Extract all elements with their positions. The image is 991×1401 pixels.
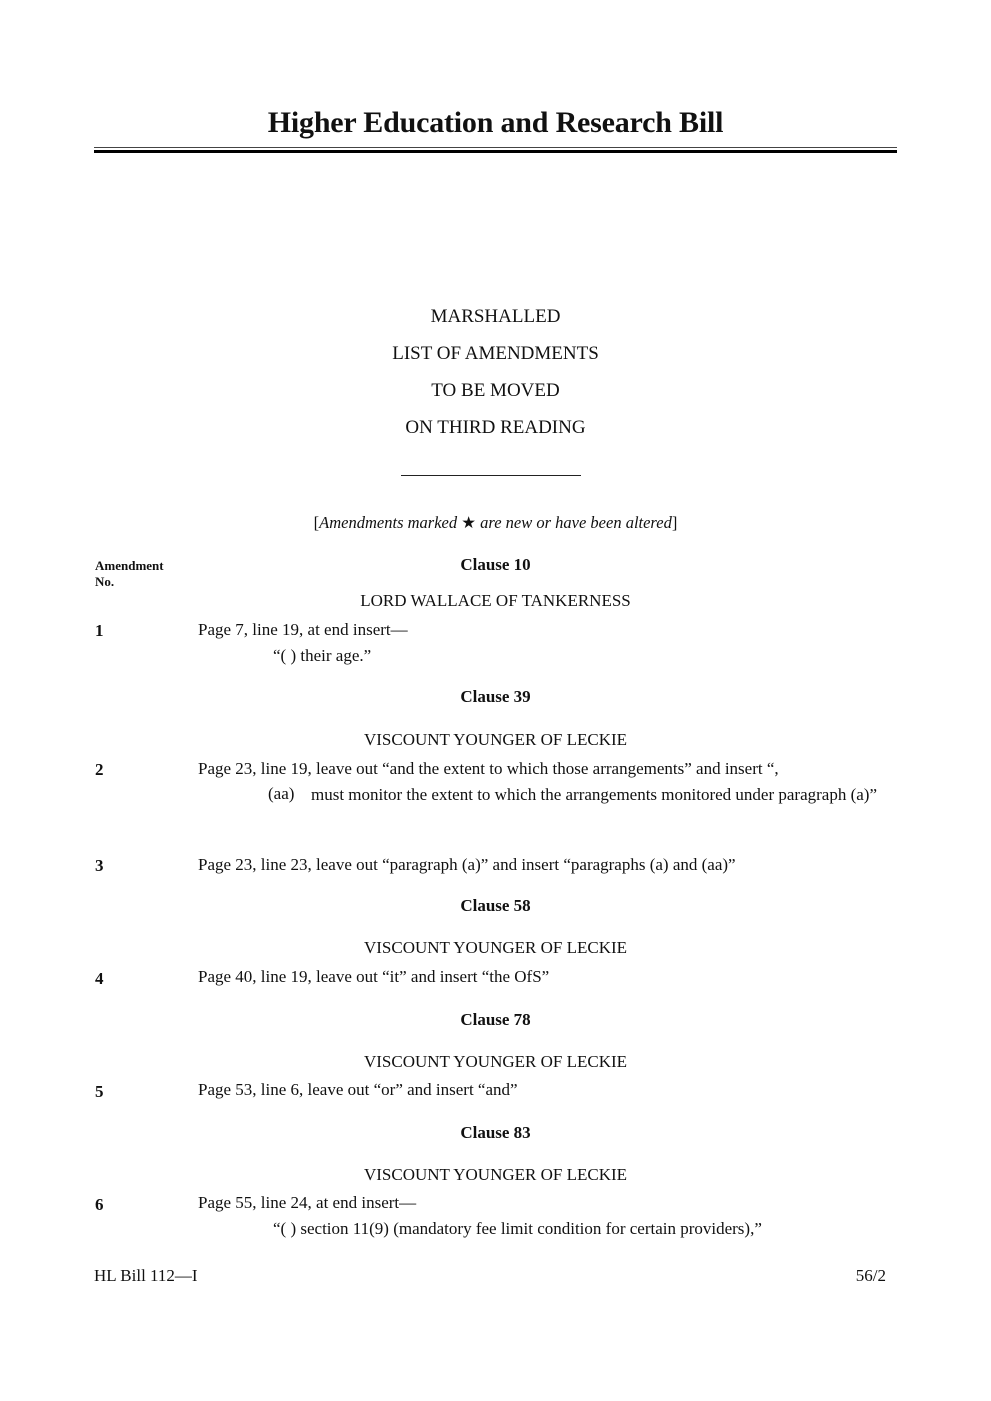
note-bracket-open: [ xyxy=(313,513,320,532)
mover-name: VISCOUNT YOUNGER OF LECKIE xyxy=(363,730,628,749)
heading-third-reading: ON THIRD READING xyxy=(405,417,586,438)
amendment-number: 6 xyxy=(95,1195,104,1214)
amendment-number: 2 xyxy=(95,760,104,779)
amendment-text: Page 23, line 23, leave out “paragraph (a)” and insert “paragraphs (a) and (aa)” xyxy=(198,855,736,874)
title-rule-thin xyxy=(94,147,897,148)
amendment-number: 4 xyxy=(95,969,104,988)
column-header-line2: No. xyxy=(95,574,115,589)
clause-heading: Clause 58 xyxy=(460,896,531,915)
amendments-note xyxy=(94,513,897,533)
amendment-text: Page 53, line 6, leave out “or” and insert “and” xyxy=(198,1080,518,1099)
paragraph-label: (aa) xyxy=(268,784,295,803)
amendment-number: 1 xyxy=(95,621,104,640)
title-rule-thick xyxy=(94,150,897,153)
document-title: Higher Education and Research Bill xyxy=(267,106,724,139)
heading-list-of-amendments: LIST OF AMENDMENTS xyxy=(392,343,599,364)
mover-name: LORD WALLACE OF TANKERNESS xyxy=(360,591,631,610)
clause-heading: Clause 83 xyxy=(460,1123,531,1142)
note-text-after: are new or have been altered xyxy=(476,513,672,532)
heading-divider xyxy=(401,475,581,476)
page-reference: 56/2 xyxy=(855,1266,886,1285)
paragraph-text: must monitor the extent to which the arrangements monitored under paragraph (a)” xyxy=(311,785,878,804)
amendment-number: 5 xyxy=(95,1082,104,1101)
inserted-text: “( ) section 11(9) (mandatory fee limit condition for certain providers),” xyxy=(273,1219,762,1238)
note-text-before: Amendments marked xyxy=(319,513,462,532)
heading-to-be-moved: TO BE MOVED xyxy=(431,380,560,401)
clause-heading: Clause 78 xyxy=(460,1010,531,1029)
clause-heading: Clause 10 xyxy=(460,555,531,574)
mover-name: VISCOUNT YOUNGER OF LECKIE xyxy=(363,938,628,957)
amendment-text: Page 23, line 19, leave out “and the extent to which those arrangements” and insert “, xyxy=(198,759,779,778)
mover-name: VISCOUNT YOUNGER OF LECKIE xyxy=(363,1052,628,1071)
amendment-text: Page 55, line 24, at end insert— xyxy=(198,1193,417,1212)
amendment-text: Page 40, line 19, leave out “it” and insert “the OfS” xyxy=(198,967,550,986)
inserted-text: “( ) their age.” xyxy=(273,646,372,665)
bill-reference: HL Bill 112—I xyxy=(94,1266,198,1285)
mover-name: VISCOUNT YOUNGER OF LECKIE xyxy=(363,1165,628,1184)
note-bracket-close: ] xyxy=(671,513,678,532)
star-icon: ★ xyxy=(461,513,477,532)
amendment-number: 3 xyxy=(95,856,104,875)
amendment-text: Page 7, line 19, at end insert— xyxy=(198,620,408,639)
heading-marshalled: MARSHALLED xyxy=(430,306,561,327)
column-header-line1: Amendment xyxy=(95,558,164,573)
clause-heading: Clause 39 xyxy=(460,687,531,706)
